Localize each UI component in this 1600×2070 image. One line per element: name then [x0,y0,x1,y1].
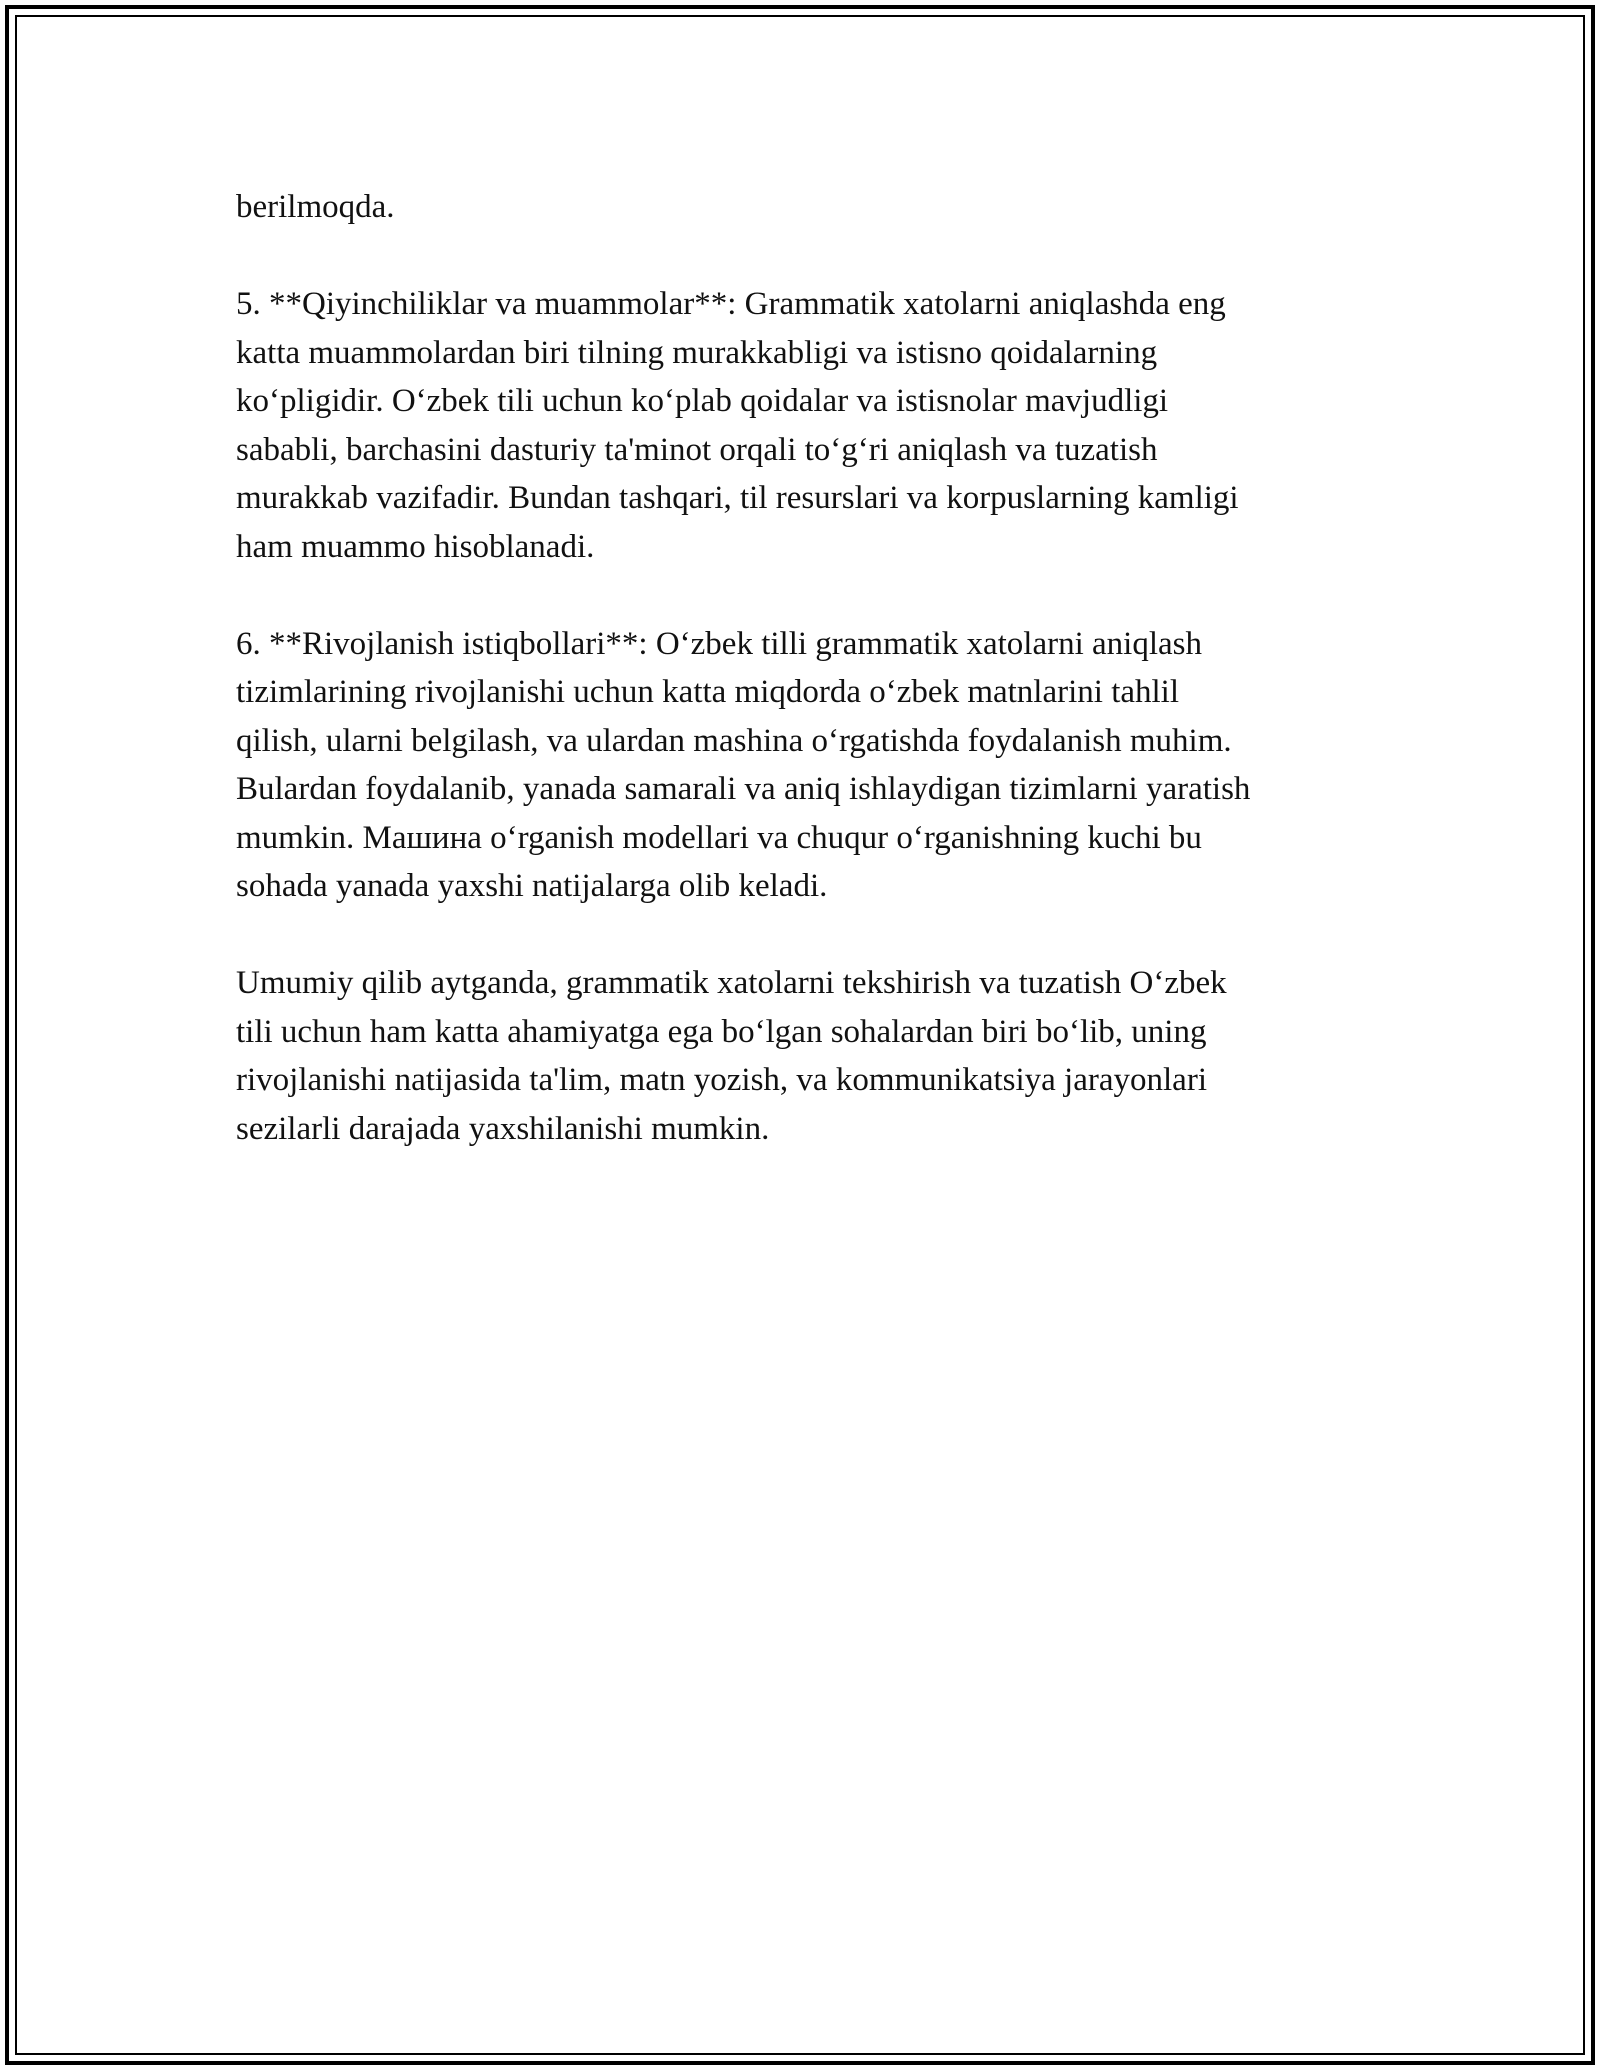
text-line: tizimlarining rivojlanishi uchun katta miqdorda o‘zbek matnlarini tahlil [236,674,1180,710]
text-line: Umumiy qilib aytganda, grammatik xatolarni tekshirish va tuzatish O‘zbek [236,965,1227,1001]
text-line: tili uchun ham katta ahamiyatga ega bo‘lgan sohalardan biri bo‘lib, uning [236,1013,1207,1050]
text-line: ko‘pligidir. O‘zbek tili uchun ko‘plab qoidalar va istisnolar mavjudligi [236,383,1169,419]
document-body [236,183,1376,1202]
paragraph-prospects [236,620,1376,911]
text-line: mumkin. Машина o‘rganish modellari va chuqur o‘rganishning kuchi bu [236,819,1202,856]
text-line: Bulardan foydalanib, yanada samarali va aniq ishlaydigan tizimlarni yaratish [236,771,1251,807]
text-line: qilish, ularni belgilash, va ulardan mashina o‘rgatishda foydalanish muhim. [236,722,1232,759]
text-line: sohada yanada yaxshi natijalarga olib keladi. [236,868,828,904]
text-line: katta muammolardan biri tilning murakkabligi va istisno qoidalarning [236,334,1158,371]
text-line: 5. **Qiyinchiliklar va muammolar**: Grammatik xatolarni aniqlashda eng [236,286,1226,322]
text-line: berilmoqda. [236,189,395,225]
text-line: sababli, barchasini dasturiy ta'minot orqali to‘g‘ri aniqlash va tuzatish [236,431,1158,468]
text-line: sezilarli darajada yaxshilanishi mumkin. [236,1110,770,1147]
paragraph-conclusion [236,959,1376,1153]
text-line: 6. **Rivojlanish istiqbollari**: O‘zbek tilli grammatik xatolarni aniqlash [236,625,1203,662]
paragraph-continuation [236,183,1376,232]
text-line: ham muammo hisoblanadi. [236,528,595,565]
text-line: murakkab vazifadir. Bundan tashqari, til resurslari va korpuslarning kamligi [236,480,1239,516]
paragraph-challenges [236,280,1376,571]
text-line: rivojlanishi natijasida ta'lim, matn yozish, va kommunikatsiya jarayonlari [236,1062,1207,1098]
